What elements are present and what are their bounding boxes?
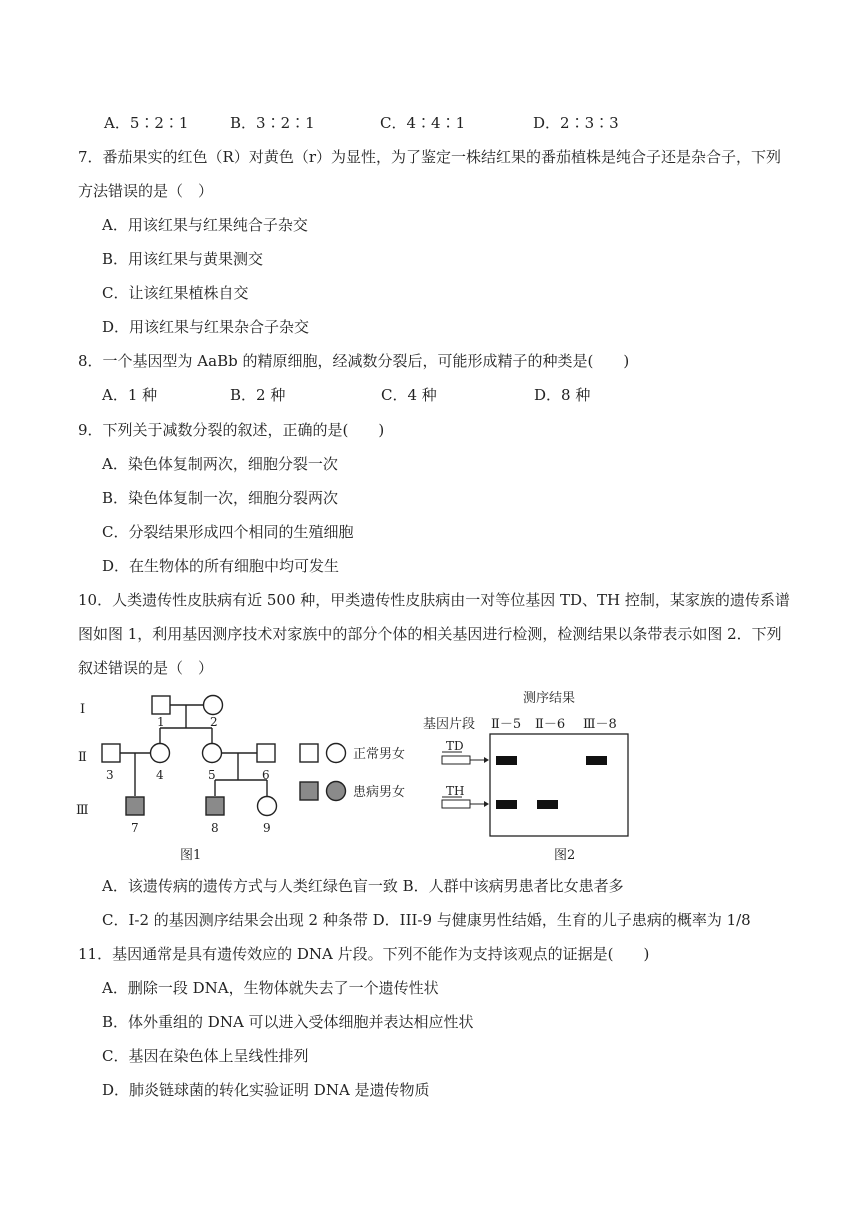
gene-label-td: TD: [446, 739, 464, 753]
q7-option-b: B．用该红果与黄果测交: [102, 250, 264, 268]
label-i2: 2: [210, 715, 218, 729]
individual-iii7-male-affected: [126, 797, 144, 815]
q6-option-b: B．3∶2∶1: [230, 114, 315, 132]
band-th-ii6: [537, 800, 558, 809]
q10-stem-line2: 图如图 1，利用基因测序技术对家族中的部分个体的相关基因进行检测，检测结果以条带表示如图 2．下列: [78, 625, 782, 643]
individual-ii3-male-normal: [102, 744, 120, 762]
q6-option-c: C．4∶4∶1: [380, 114, 466, 132]
gen-label-ii: Ⅱ: [78, 750, 87, 765]
gel-frame: [490, 734, 628, 836]
fig2-col-iii8: Ⅲ－8: [583, 717, 617, 732]
label-iii9: 9: [263, 821, 271, 835]
q10-options-line1: A．该遗传病的遗传方式与人类红绿色盲一致 B．人群中该病男患者比女患者多: [102, 877, 624, 895]
q8-option-c: C．4 种: [381, 386, 437, 404]
fig2-caption: 图2: [554, 848, 576, 863]
fig1-caption: 图1: [180, 848, 202, 863]
q6-option-d: D．2∶3∶3: [533, 114, 619, 132]
label-iii7: 7: [131, 821, 139, 835]
label-i1: 1: [157, 715, 165, 729]
q11-option-d: D．肺炎链球菌的转化实验证明 DNA 是遗传物质: [102, 1081, 430, 1099]
td-fragment-box: [442, 756, 470, 764]
q8-stem: 8．一个基因型为 AaBb 的精原细胞，经减数分裂后，可能形成精子的种类是( ): [78, 352, 630, 370]
legend-affected-female-icon: [327, 782, 346, 801]
th-fragment-box: [442, 800, 470, 808]
q8-option-b: B．2 种: [230, 386, 286, 404]
q9-option-a: A．染色体复制两次，细胞分裂一次: [102, 455, 338, 473]
band-th-ii5: [496, 800, 517, 809]
legend-normal-label: 正常男女: [353, 747, 406, 762]
gen-label-iii: Ⅲ: [76, 803, 89, 818]
label-ii3: 3: [106, 768, 114, 782]
gene-label-th: TH: [446, 784, 465, 798]
pedigree-figure: [70, 686, 420, 866]
q11-option-a: A．删除一段 DNA，生物体就失去了一个遗传性状: [102, 979, 439, 997]
legend-normal-male-icon: [300, 744, 318, 762]
q10-stem-line1: 10．人类遗传性皮肤病有近 500 种，甲类遗传性皮肤病由一对等位基因 TD、TH 控制，某家族的遗传系谱: [78, 591, 790, 609]
q7-option-a: A．用该红果与红果纯合子杂交: [102, 216, 308, 234]
band-td-iii8: [586, 756, 607, 765]
label-iii8: 8: [211, 821, 219, 835]
th-arrow-icon: [484, 801, 489, 807]
individual-ii4-female-normal: [151, 744, 170, 763]
fig2-col-ii5: Ⅱ－5: [491, 717, 522, 732]
label-ii5: 5: [208, 768, 216, 782]
q7-option-d: D．用该红果与红果杂合子杂交: [102, 318, 310, 336]
td-arrow-icon: [484, 757, 489, 763]
individual-iii9-female-normal: [258, 797, 277, 816]
q8-option-a: A．1 种: [102, 386, 158, 404]
legend-affected-label: 患病男女: [353, 785, 406, 800]
q11-stem: 11．基因通常是具有遗传效应的 DNA 片段。下列不能作为支持该观点的证据是( ): [78, 945, 650, 963]
fig2-title: 测序结果: [523, 691, 576, 706]
q9-option-c: C．分裂结果形成四个相同的生殖细胞: [102, 523, 354, 541]
q11-option-b: B．体外重组的 DNA 可以进入受体细胞并表达相应性状: [102, 1013, 474, 1031]
q10-options-line2: C．I-2 的基因测序结果会出现 2 种条带 D．III-9 与健康男性结婚，生育的儿子患病的概率为 1/8: [102, 911, 751, 929]
sequencing-figure: [420, 686, 645, 866]
fig2-col-ii6: Ⅱ－6: [535, 717, 566, 732]
fig2-row-header: 基因片段: [423, 717, 476, 732]
q9-option-d: D．在生物体的所有细胞中均可发生: [102, 557, 340, 575]
individual-ii6-male-normal: [257, 744, 275, 762]
individual-i1-male-normal: [152, 696, 170, 714]
legend-affected-male-icon: [300, 782, 318, 800]
individual-ii5-female-normal: [203, 744, 222, 763]
q9-option-b: B．染色体复制一次，细胞分裂两次: [102, 489, 339, 507]
legend-normal-female-icon: [327, 744, 346, 763]
q6-option-a: A．5∶2∶1: [104, 114, 189, 132]
band-td-ii5: [496, 756, 517, 765]
q7-stem-line1: 7．番茄果实的红色（R）对黄色（r）为显性，为了鉴定一株结红果的番茄植株是纯合子还是杂合子，下列: [78, 148, 782, 166]
individual-iii8-male-affected: [206, 797, 224, 815]
q7-option-c: C．让该红果植株自交: [102, 284, 249, 302]
gen-label-i: I: [80, 702, 86, 717]
individual-i2-female-normal: [204, 696, 223, 715]
label-ii4: 4: [156, 768, 164, 782]
q10-stem-line3: 叙述错误的是（ ）: [78, 659, 214, 677]
q8-option-d: D．8 种: [534, 386, 591, 404]
q9-stem: 9．下列关于减数分裂的叙述，正确的是( ): [78, 421, 385, 439]
q7-stem-line2: 方法错误的是（ ）: [78, 182, 214, 200]
label-ii6: 6: [262, 768, 270, 782]
q11-option-c: C．基因在染色体上呈线性排列: [102, 1047, 309, 1065]
